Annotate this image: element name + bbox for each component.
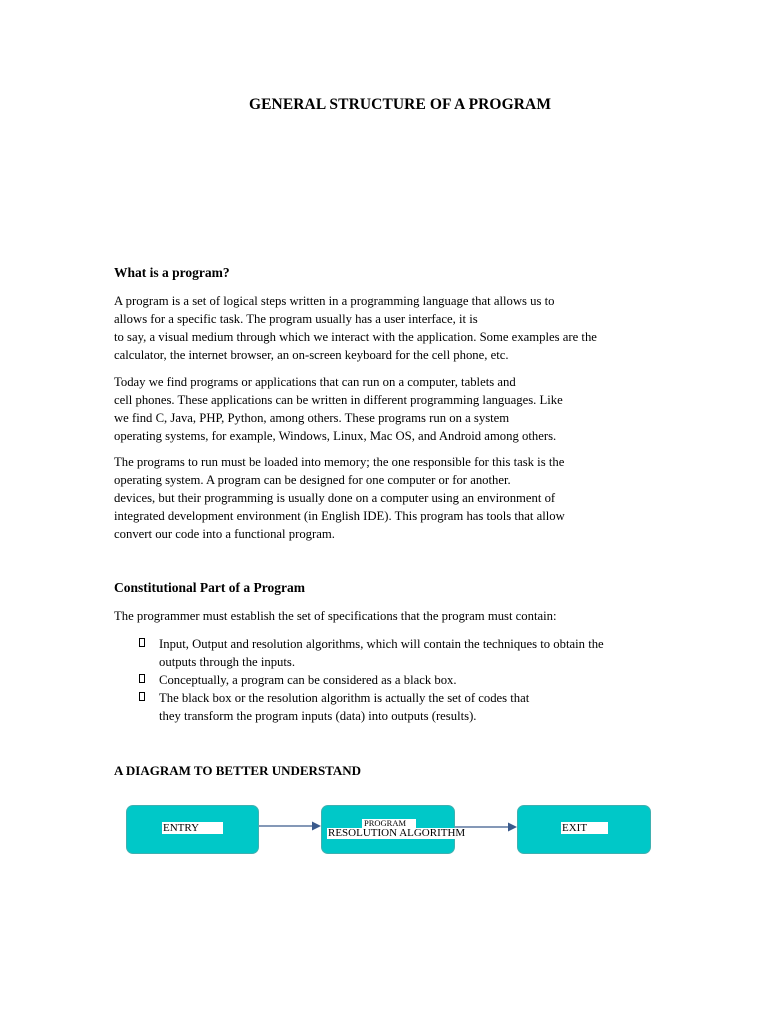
exit-label: EXIT	[561, 822, 608, 834]
paragraph-3	[114, 453, 654, 543]
text-line: operating system. A program can be designed for one computer or for another.	[114, 473, 511, 487]
text-line: devices, but their programming is usually done on a computer using an environment of	[114, 491, 556, 505]
bullet-icon	[139, 692, 145, 701]
section-heading-what-is-a-program: What is a program?	[114, 265, 230, 280]
section-intro	[114, 607, 654, 625]
section-heading-constitutional-part: Constitutional Part of a Program	[114, 580, 305, 595]
text-line: The black box or the resolution algorithm is actually the set of codes that	[159, 691, 530, 705]
text-line: Today we find programs or applications that can run on a computer, tablets and	[114, 375, 516, 389]
text-line: convert our code into a functional program.	[114, 527, 335, 541]
text-line: The programmer must establish the set of specifications that the program must contain:	[114, 609, 557, 623]
program-box	[321, 805, 466, 854]
page-title: GENERAL STRUCTURE OF A PROGRAM	[248, 96, 552, 113]
text-line: Input, Output and resolution algorithms, which will contain the techniques to obtain the	[159, 637, 604, 651]
text-line: cell phones. These applications can be written in different programming languages. Like	[114, 393, 563, 407]
diagram-heading: A DIAGRAM TO BETTER UNDERSTAND	[114, 763, 362, 778]
text-line: outputs through the inputs.	[159, 655, 296, 669]
paragraph-2	[114, 373, 654, 445]
bullet-icon	[139, 638, 145, 647]
text-line: operating systems, for example, Windows, Linux, Mac OS, and Android among others.	[114, 429, 557, 443]
list-item	[114, 671, 674, 689]
paragraph-1	[114, 292, 654, 364]
resolution-algorithm-label: RESOLUTION ALGORITHM	[328, 827, 466, 839]
entry-box	[126, 805, 259, 854]
arrow-entry-to-program	[259, 822, 321, 831]
text-line: to say, a visual medium through which we interact with the application. Some examples are the	[114, 330, 597, 344]
list-item	[114, 689, 674, 725]
list-item	[114, 635, 674, 671]
entry-label: ENTRY	[162, 822, 223, 834]
text-line: allows for a specific task. The program usually has a user interface, it is	[114, 312, 478, 326]
text-line: A program is a set of logical steps written in a programming language that allows us to	[114, 294, 555, 308]
text-line: they transform the program inputs (data) into outputs (results).	[159, 709, 477, 723]
text-line: Conceptually, a program can be considered as a black box.	[159, 673, 457, 687]
exit-box	[517, 805, 651, 854]
bullet-icon	[139, 674, 145, 683]
specification-list	[114, 635, 674, 725]
text-line: we find C, Java, PHP, Python, among others. These programs run on a system	[114, 411, 510, 425]
text-line: The programs to run must be loaded into memory; the one responsible for this task is the	[114, 455, 565, 469]
program-label: PROGRAM	[362, 819, 416, 828]
text-line: calculator, the internet browser, an on-screen keyboard for the cell phone, etc.	[114, 348, 509, 362]
text-line: integrated development environment (in English IDE). This program has tools that allow	[114, 509, 565, 523]
